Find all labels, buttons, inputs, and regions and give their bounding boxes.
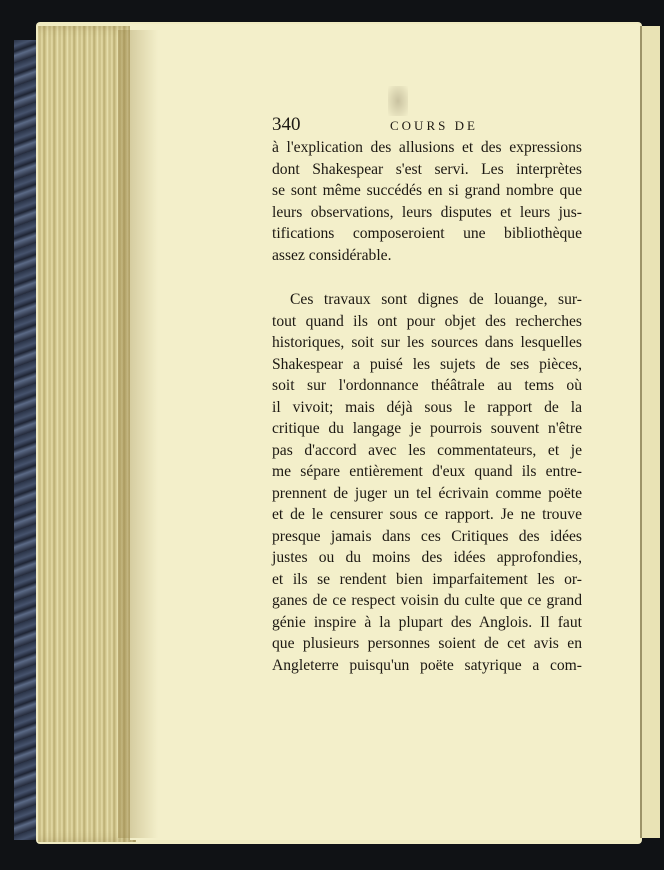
text-line: presque jamais dans ces Critiques des idées	[272, 527, 582, 545]
body-text	[272, 137, 582, 676]
text-line: historiques, soit sur les sources dans lesquelles	[272, 334, 582, 351]
text-line: à l'explication des allusions et des expressions	[272, 139, 582, 156]
running-head	[272, 114, 582, 136]
text-line: Shakespear a puisé les sujets de ses pièces,	[272, 355, 582, 373]
text-line: prennent de juger un tel écrivain comme poëte	[272, 484, 582, 502]
text-line: me sépare entièrement d'eux quand ils entre-	[272, 463, 582, 480]
text-line: critique du langage je pourrois souvent n'être	[272, 420, 582, 437]
text-line: Angleterre puisqu'un poëte satyrique a com-	[272, 656, 582, 674]
text-line: justes ou du moins des idées approfondies,	[272, 549, 582, 566]
text-line: assez considérable.	[272, 246, 392, 264]
facing-page-edge	[640, 26, 660, 838]
page-number: 340	[272, 114, 301, 135]
text-line: génie inspire à la plupart des Anglois. Il faut	[272, 613, 582, 631]
paper-stain	[388, 86, 408, 116]
text-line: pas d'accord avec les commentateurs, et je	[272, 441, 582, 459]
running-head-title: COURS DE	[390, 118, 478, 133]
paragraph-1	[272, 137, 582, 266]
gutter-shadow	[118, 30, 158, 838]
paragraph-gap	[272, 266, 582, 289]
text-line: ganes de ce respect voisin du culte que ce grand	[272, 592, 582, 609]
text-line: tifications composeroient une bibliothèque	[272, 225, 582, 242]
text-line: et de le censurer sous ce rapport. Je ne trouve	[272, 506, 582, 523]
text-line: tout quand ils ont pour objet des recherches	[272, 312, 582, 330]
text-line: leurs observations, leurs disputes et leurs jus-	[272, 203, 582, 221]
text-line: dont Shakespear s'est servi. Les interprètes	[272, 160, 582, 178]
text-line: et ils se rendent bien imparfaitement les or-	[272, 570, 582, 588]
text-line: il vivoit; mais déjà sous le rapport de la	[272, 398, 582, 416]
text-line: Ces travaux sont dignes de louange, sur-	[290, 291, 582, 308]
text-line: que plusieurs personnes soient de cet avis en	[272, 635, 582, 652]
text-line: se sont même succédés en si grand nombre que	[272, 182, 582, 199]
text-line: soit sur l'ordonnance théâtrale au tems où	[272, 377, 582, 394]
paragraph-2	[272, 289, 582, 676]
